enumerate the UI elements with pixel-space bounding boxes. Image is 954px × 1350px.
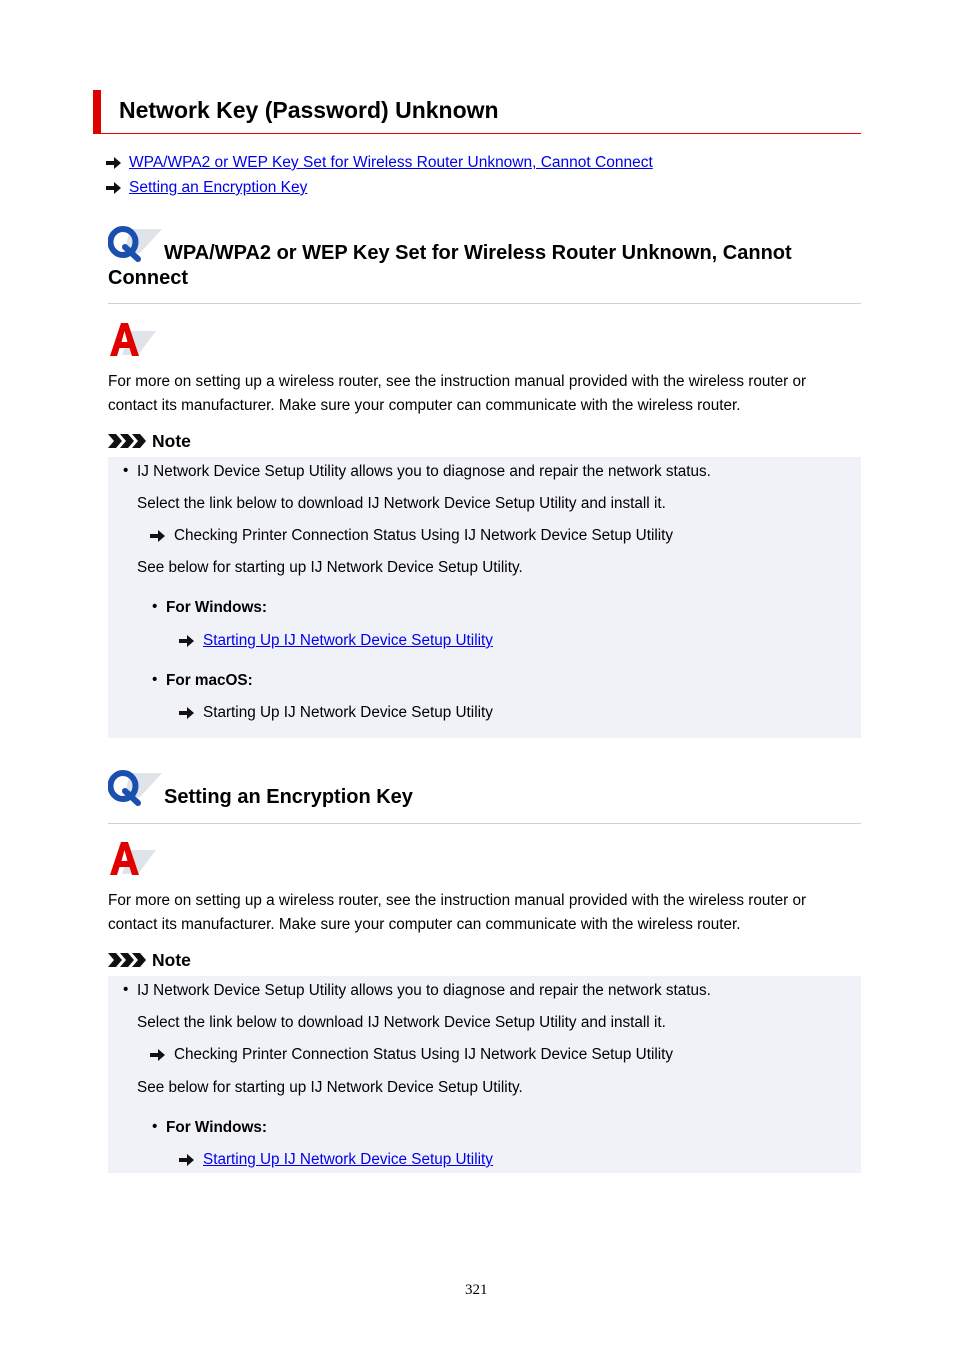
section-heading-wpa: WPA/WPA2 or WEP Key Set for Wireless Router Unknown, Cannot <box>164 242 792 264</box>
answer-text-line2: contact its manufacturer. Make sure your computer can communicate with the wireless router. <box>108 397 741 414</box>
note-box <box>108 976 861 1173</box>
arrow-right-icon <box>106 182 121 194</box>
arrow-right-icon <box>179 1154 194 1166</box>
answer-icon <box>108 840 158 881</box>
question-icon <box>108 225 164 268</box>
answer-text-line1: For more on setting up a wireless router, see the instruction manual provided with the wireless router or <box>108 892 807 909</box>
arrow-right-icon <box>150 530 165 542</box>
arrow-right-icon <box>106 157 121 169</box>
macos-label: For macOS: <box>166 672 253 689</box>
windows-startup-link[interactable]: Starting Up IJ Network Device Setup Utility <box>203 1151 493 1168</box>
note-select-text: Select the link below to download IJ Network Device Setup Utility and install it. <box>137 495 666 512</box>
title-accent-bar <box>93 90 101 134</box>
note-see-below-text: See below for starting up IJ Network Device Setup Utility. <box>137 559 523 576</box>
answer-icon <box>108 321 158 362</box>
question-icon <box>108 769 164 812</box>
toc-link-wpa-key[interactable]: WPA/WPA2 or WEP Key Set for Wireless Router Unknown, Cannot Connect <box>129 154 653 171</box>
section-divider <box>108 823 861 824</box>
arrow-right-icon <box>179 635 194 647</box>
toc-link-encryption-key[interactable]: Setting an Encryption Key <box>129 179 308 196</box>
section-divider <box>108 303 861 304</box>
arrow-right-icon <box>179 707 194 719</box>
page-title: Network Key (Password) Unknown <box>119 97 499 123</box>
answer-text-line1: For more on setting up a wireless router, see the instruction manual provided with the wireless router or <box>108 373 807 390</box>
note-label: Note <box>152 431 191 451</box>
section-heading-encryption: Setting an Encryption Key <box>164 786 413 808</box>
bullet-dot: • <box>152 1118 158 1135</box>
note-select-text: Select the link below to download IJ Network Device Setup Utility and install it. <box>137 1014 666 1031</box>
note-check-status-text: Checking Printer Connection Status Using IJ Network Device Setup Utility <box>174 527 674 544</box>
note-chevrons-icon <box>108 432 148 455</box>
bullet-dot: • <box>152 671 158 688</box>
answer-text-line2: contact its manufacturer. Make sure your computer can communicate with the wireless router. <box>108 916 741 933</box>
note-label: Note <box>152 950 191 970</box>
windows-startup-link[interactable]: Starting Up IJ Network Device Setup Utility <box>203 632 493 649</box>
macos-startup-text: Starting Up IJ Network Device Setup Utility <box>203 704 493 721</box>
title-underline <box>101 133 861 134</box>
bullet-dot: • <box>152 598 158 615</box>
note-see-below-text: See below for starting up IJ Network Device Setup Utility. <box>137 1079 523 1096</box>
bullet-dot: • <box>123 462 129 479</box>
note-check-status-text: Checking Printer Connection Status Using IJ Network Device Setup Utility <box>174 1046 674 1063</box>
note-bullet-text: IJ Network Device Setup Utility allows you to diagnose and repair the network status. <box>137 463 711 480</box>
page-number: 321 <box>465 1282 488 1298</box>
section-heading-wpa-cont: Connect <box>108 267 188 289</box>
bullet-dot: • <box>123 981 129 998</box>
windows-label: For Windows: <box>166 1119 267 1136</box>
note-chevrons-icon <box>108 951 148 974</box>
note-bullet-text: IJ Network Device Setup Utility allows you to diagnose and repair the network status. <box>137 982 711 999</box>
arrow-right-icon <box>150 1049 165 1061</box>
windows-label: For Windows: <box>166 599 267 616</box>
